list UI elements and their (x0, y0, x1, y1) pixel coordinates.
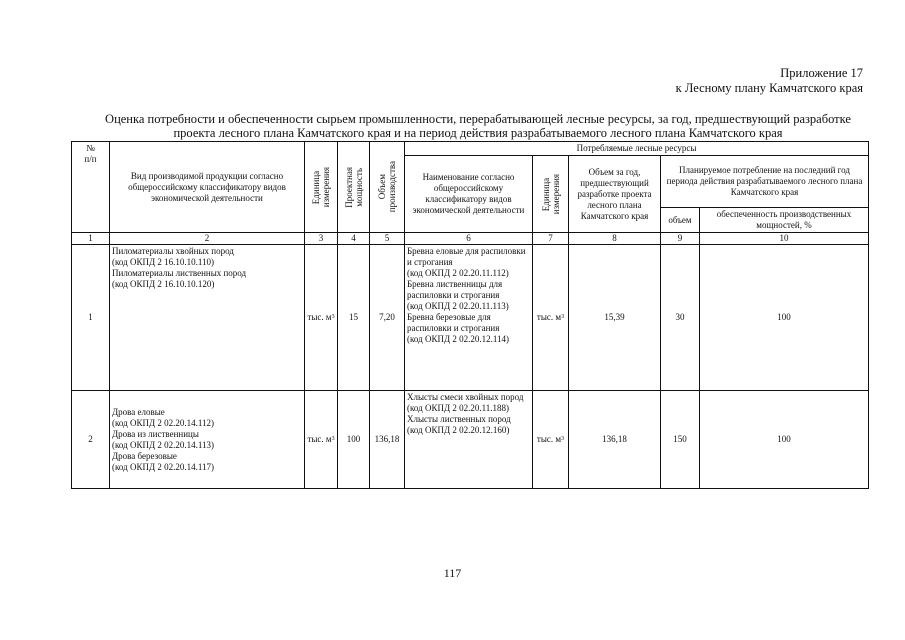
table-row (72, 391, 869, 489)
header-planned-consumption: Планируемое потребление на последний год периода действия разрабатываемого лесного плана Камчатского края (661, 156, 869, 208)
header-product-type: Вид производимой продукции согласно общероссийскому классификатору видов экономической деятельности (110, 142, 305, 233)
header-resource-unit: Единица измерения (533, 156, 569, 233)
table-row (72, 245, 869, 391)
column-number: 9 (661, 233, 700, 245)
appendix-caption (676, 66, 863, 96)
prev-year-volume-cell: 136,18 (569, 391, 661, 489)
column-number: 4 (338, 233, 370, 245)
design-capacity-cell: 100 (338, 391, 370, 489)
column-number-row (72, 233, 869, 245)
capacity-coverage-cell: 100 (700, 391, 869, 489)
header-production-volume: Объем производства (370, 142, 405, 233)
header-planned-volume: объем (661, 208, 700, 233)
resource-unit-cell: тыс. $м^3$ (533, 245, 569, 391)
column-number: 1 (72, 233, 110, 245)
design-capacity-cell: 15 (338, 245, 370, 391)
page-number: 117 (443, 566, 462, 580)
resource-description: Бревна еловые для распиловки и строгания (код ОКПД 2 02.20.11.112) Бревна лиственницы для распиловки и строгания (код ОКПД 2 02.20.11.113) Бревна березовые для распиловки и строгания (код ОКПД 2 02.20.12.114) (405, 245, 533, 391)
column-number: 8 (569, 233, 661, 245)
column-number: 6 (405, 233, 533, 245)
column-number: 7 (533, 233, 569, 245)
column-number: 10 (700, 233, 869, 245)
unit-cell: тыс. $м^3$ (305, 245, 338, 391)
product-description: Пиломатериалы хвойных пород (код ОКПД 2 16.10.10.110) Пиломатериалы лиственных пород (код ОКПД 2 16.10.10.120) (110, 245, 305, 391)
appendix-reference: к Лесному плану Камчатского края (675, 81, 863, 95)
production-volume-cell: 136,18 (370, 391, 405, 489)
header-resource-name: Наименование согласно общероссийскому классификатору видов экономической деятельности (405, 156, 533, 233)
product-description: Дрова еловые (код ОКПД 2 02.20.14.112) Дрова из лиственницы (код ОКПД 2 02.20.14.113) Дрова березовые (код ОКПД 2 02.20.14.117) (110, 391, 305, 489)
title-line-2: проекта лесного плана Камчатского края и на период действия разрабатываемого лесного плана Камчатского края (173, 126, 783, 140)
row-number: 2 (72, 391, 110, 489)
document-title (78, 112, 878, 140)
resource-unit-cell: тыс. $м^3$ (533, 391, 569, 489)
header-number: № п/п (72, 142, 110, 233)
unit-cell: тыс. $м^3$ (305, 391, 338, 489)
header-capacity-coverage: обеспеченность производственных мощностей, % (700, 208, 869, 233)
column-number: 3 (305, 233, 338, 245)
header-unit: Единица измерения (305, 142, 338, 233)
appendix-number: Приложение 17 (780, 66, 863, 80)
resource-description: Хлысты смеси хвойных пород (код ОКПД 2 02.20.11.188) Хлысты лиственных пород (код ОКПД 2 02.20.12.160) (405, 391, 533, 489)
planned-volume-cell: 30 (661, 245, 700, 391)
prev-year-volume-cell: 15,39 (569, 245, 661, 391)
planned-volume-cell: 150 (661, 391, 700, 489)
title-line-1: Оценка потребности и обеспеченности сырьем промышленности, перерабатывающей лесные ресурсы, за год, предшествующий разработке (105, 112, 851, 126)
header-consumed-resources: Потребляемые лесные ресурсы (405, 142, 869, 156)
header-prev-year-volume: Объем за год, предшествующий разработке проекта лесного плана Камчатского края (569, 156, 661, 233)
capacity-coverage-cell: 100 (700, 245, 869, 391)
resource-table (71, 141, 869, 489)
column-number: 2 (110, 233, 305, 245)
row-number: 1 (72, 245, 110, 391)
column-number: 5 (370, 233, 405, 245)
header-design-capacity: Проектная мощность (338, 142, 370, 233)
production-volume-cell: 7,20 (370, 245, 405, 391)
